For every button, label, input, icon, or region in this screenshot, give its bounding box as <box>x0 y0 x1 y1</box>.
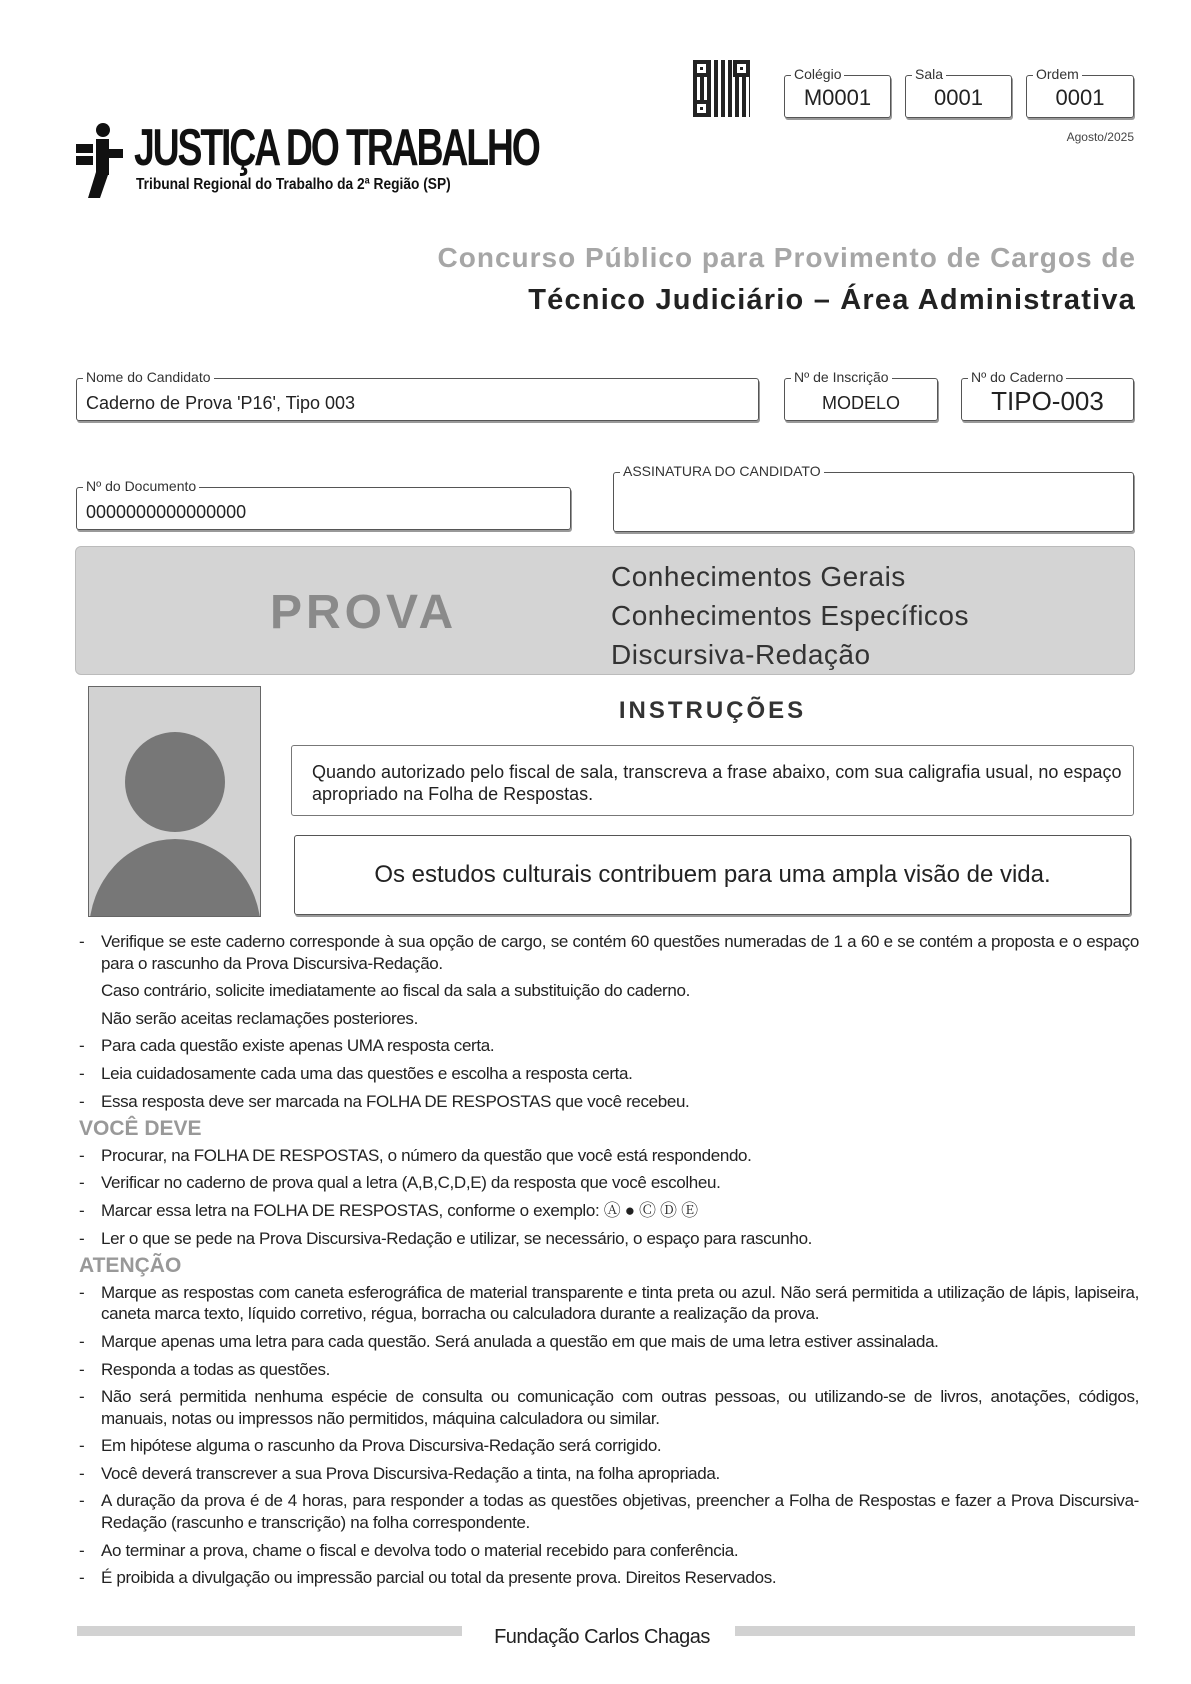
assinatura-field[interactable] <box>613 463 1134 532</box>
colegio-label: Colégio <box>791 66 844 82</box>
list-item: - É proibida a divulgação ou impressão parcial ou total da presente prova. Direitos Reservados. <box>79 1568 777 1588</box>
candidate-photo-placeholder <box>88 686 261 917</box>
instructions-box: Quando autorizado pelo fiscal de sala, transcreva a frase abaixo, com sua caligrafia usual, no espaço apropriado na Folha de Respostas. <box>291 745 1134 816</box>
exam-position: Técnico Judiciário – Área Administrativa <box>528 284 1136 316</box>
colegio-field <box>784 66 891 118</box>
list-item: Caso contrário, solicite imediatamente ao fiscal da sala a substituição do caderno. <box>101 981 690 1001</box>
caderno-label: Nº do Caderno <box>968 369 1066 385</box>
list-item: - Marcar essa letra na FOLHA DE RESPOSTAS, conforme o exemplo: Ⓐ ● Ⓒ Ⓓ Ⓔ <box>79 1200 698 1220</box>
nome-candidato-field <box>76 369 759 421</box>
prova-title: PROVA <box>270 586 458 639</box>
inscricao-field <box>784 369 938 421</box>
section-heading-atencao: ATENÇÃO <box>79 1254 182 1278</box>
caderno-field <box>961 369 1134 421</box>
footer-fcc-logo: Fundação Carlos Chagas <box>494 1626 710 1648</box>
sala-field <box>905 66 1012 118</box>
prova-section: Conhecimentos Gerais <box>611 561 906 592</box>
transcription-phrase: Os estudos culturais contribuem para uma ampla visão de vida. <box>294 835 1131 915</box>
list-item: Não serão aceitas reclamações posteriores. <box>101 1008 418 1028</box>
list-item: - Procurar, na FOLHA DE RESPOSTAS, o número da questão que você está respondendo. <box>79 1145 752 1165</box>
colegio-value: M0001 <box>803 85 872 110</box>
sala-label: Sala <box>912 66 946 82</box>
footer-divider-right <box>735 1626 1135 1636</box>
list-item: - Em hipótese alguma o rascunho da Prova Discursiva-Redação será corrigido. <box>79 1436 662 1456</box>
prova-section: Discursiva-Redação <box>611 639 871 670</box>
ordem-label: Ordem <box>1033 66 1082 82</box>
list-item: - Ler o que se pede na Prova Discursiva-Redação e utilizar, se necessário, o espaço para rascunho. <box>79 1228 813 1248</box>
list-item: - Essa resposta deve ser marcada na FOLHA DE RESPOSTAS que você recebeu. <box>79 1091 690 1111</box>
nome-value: Caderno de Prova 'P16', Tipo 003 <box>86 393 356 413</box>
list-item: - Responda a todas as questões. <box>79 1359 330 1379</box>
documento-label: Nº do Documento <box>83 478 199 494</box>
answer-example: Ⓐ ● Ⓒ Ⓓ Ⓔ <box>603 1200 698 1220</box>
inscricao-label: Nº de Inscrição <box>791 369 892 385</box>
footer-divider-left <box>77 1626 462 1636</box>
prova-sections <box>611 557 969 674</box>
instructions-list <box>79 931 1139 1595</box>
prova-section: Conhecimentos Específicos <box>611 600 970 631</box>
ordem-field <box>1026 66 1134 118</box>
sala-value: 0001 <box>934 85 983 110</box>
list-item: - Leia cuidadosamente cada uma das questões e escolha a resposta certa. <box>79 1063 633 1083</box>
documento-value: 0000000000000000 <box>86 502 247 522</box>
list-item: - A duração da prova é de 4 horas, para responder a todas as questões objetivas, preencher a Folha de Respostas e fazer a Prova Discursiva-Redação (rascunho e transcrição) na folha correspondente. <box>79 1491 1139 1533</box>
logo-justica-do-trabalho <box>76 119 539 200</box>
list-item: - Não será permitida nenhuma espécie de consulta ou comunicação com outras pessoas, ou utilizando-se de livros, anotações, códigos, manuais, notas ou impressos não permitidos, máquina calculadora ou similar. <box>79 1387 1139 1428</box>
list-item: - Verifique se este caderno corresponde à sua opção de cargo, se contém 60 questões numeradas de 1 a 60 e se contém a proposta e o espaço para o rascunho da Prova Discursiva-Redação. <box>79 932 1139 973</box>
list-item: - Para cada questão existe apenas UMA resposta certa. <box>79 1036 495 1056</box>
exam-date: Agosto/2025 <box>1066 130 1134 144</box>
list-item: - Marque apenas uma letra para cada questão. Será anulada a questão em que mais de uma letra estiver assinalada. <box>79 1331 939 1351</box>
nome-label: Nome do Candidato <box>83 369 214 385</box>
ordem-value: 0001 <box>1055 85 1105 110</box>
person-icon <box>89 687 261 917</box>
list-item: - Verificar no caderno de prova qual a letra (A,B,C,D,E) da resposta que você escolheu. <box>79 1173 721 1193</box>
exam-title: Concurso Público para Provimento de Cargos de <box>437 242 1136 273</box>
prova-band <box>75 546 1135 675</box>
qr-code <box>693 60 750 117</box>
list-item: - Marque as respostas com caneta esferográfica de material transparente e tinta preta ou azul. Não será permitida a utilização de lápis, lapiseira, caneta marca texto, líquido corretivo, régua, borracha ou calculadora durante a realização da prova. <box>79 1282 1139 1324</box>
section-heading-voce-deve: VOCÊ DEVE <box>79 1117 202 1141</box>
instructions-title: INSTRUÇÕES <box>618 697 807 724</box>
runner-icon <box>76 122 128 198</box>
logo-subtitle: Tribunal Regional do Trabalho da 2ª Região (SP) <box>136 176 451 193</box>
documento-field <box>76 478 571 530</box>
inscricao-value: MODELO <box>821 393 900 413</box>
list-item: - Você deverá transcrever a sua Prova Discursiva-Redação a tinta, na folha apropriada. <box>79 1463 720 1483</box>
caderno-value: TIPO-003 <box>991 386 1104 416</box>
logo-title: JUSTIÇA DO TRABALHO <box>134 119 539 177</box>
assinatura-label: ASSINATURA DO CANDIDATO <box>620 463 824 479</box>
list-item: - Ao terminar a prova, chame o fiscal e devolva todo o material recebido para conferência. <box>79 1540 739 1560</box>
